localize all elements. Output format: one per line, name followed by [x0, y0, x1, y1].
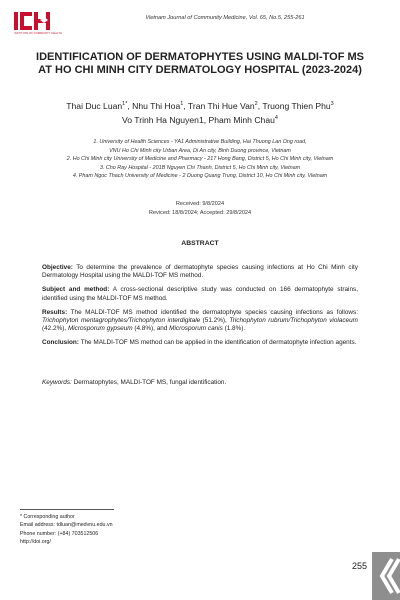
author-list	[20, 98, 380, 126]
abstract-conclusion	[42, 339, 358, 347]
species-name: Microsporum canis	[169, 325, 223, 333]
abstract-subject-method	[42, 286, 358, 302]
corresponding-author: * Corresponding author	[20, 514, 75, 520]
objective-label: Objective:	[42, 264, 73, 271]
author-name: Thai Duc Luan	[66, 100, 123, 111]
page-number: 255	[352, 561, 368, 571]
author-affiliation-mark: 2	[254, 101, 258, 107]
email-address: Email address: tdluan@medvnu.edu.vn	[20, 522, 113, 529]
abstract-objective	[42, 264, 358, 280]
title-line-2: AT HO CHI MINH CITY DERMATOLOGY HOSPITAL (2023-2024)	[38, 64, 362, 76]
footnote	[20, 513, 113, 547]
title-line-1: IDENTIFICATION OF DERMATOPHYTES USING MALDI-TOF MS	[36, 51, 364, 63]
author-affiliation-mark: 1	[180, 101, 184, 107]
species-name: Trichophyton mentagrophytes/Trichophyton interdigitale	[42, 317, 201, 325]
footnote-divider	[20, 509, 114, 510]
results-text: (51.2%),	[200, 317, 230, 325]
affiliation-line: 2. Ho Chi Minh city University of Medicine and Pharmacy - 217 Hong Bang, District 5, Ho Chi Minh city, Vietnam	[66, 156, 334, 162]
affiliation-line: VNU Ho Chi Minh city Urban Area, Di An city, Binh Duong province, Vietnam	[109, 147, 291, 154]
keywords-label: Keywords:	[42, 379, 72, 386]
double-chevron-icon	[372, 555, 400, 597]
journal-header: Vietnam Journal of Community Medicine, Vol. 65, No.5, 255-261	[145, 15, 305, 21]
authors-line-2	[20, 112, 380, 126]
species-name: Microsporum gypseum	[67, 325, 133, 333]
affiliation-line: 4. Pham Ngoc Thach University of Medicine - 2 Duong Quang Trung, District 10, Ho Chi Minh city, Vietnam	[72, 173, 328, 179]
affiliation-line: 1. University of Health Sciences - YA1 Administrative Building, Hai Thuong Lan Ong road,	[93, 139, 307, 145]
affiliation-line: 3. Cho Ray Hospital - 201B Nguyen Chi Thanh, District 5, Ho Chi Minh city, Vietnam	[99, 164, 301, 171]
author-name: , Tran Thi Hue Van	[183, 100, 255, 111]
keywords-text: Dermatophytes, MALDI-TOF MS, fungal identification.	[71, 379, 227, 386]
submission-dates	[0, 200, 400, 218]
abstract-body	[42, 264, 358, 354]
logo-caption: INSTITUTE OF COMMUNITY HEALTH	[14, 32, 63, 35]
received-date: Received: 9/8/2024	[175, 201, 225, 207]
author-name: , Truong Thien Phu	[257, 100, 331, 111]
revised-accepted-date: Reviced: 18/8/2024; Accepted: 29/8/2024	[148, 210, 252, 216]
author-name: , Nhu Thi Hoa	[127, 100, 181, 111]
subject-label: Subject and method:	[42, 286, 110, 294]
affiliations	[14, 138, 386, 181]
results-text: (4.8%), and	[132, 325, 170, 333]
conclusion-label: Conclusion:	[42, 339, 79, 347]
abstract-results	[42, 309, 358, 334]
journal-logo-icon	[14, 10, 54, 32]
subject-text: A cross-sectional descriptive study was conducted on 166 dermatophyte strains, identified using the MALDI-TOF MS method.	[42, 286, 358, 302]
authors-line-1	[20, 98, 380, 112]
conclusion-text: The MALDI-TOF MS method can be applied in the identification of dermatophyte infection agents.	[78, 339, 357, 347]
author-affiliation-mark: 1*	[122, 101, 128, 107]
paper-title	[20, 51, 380, 77]
objective-text: To determine the prevalence of dermatophyte species causing infections at Ho Chi Minh city Dermatology Hospital using the MALDI-TOF MS method.	[42, 264, 358, 280]
author-affiliation-mark: 3	[330, 101, 334, 107]
author-affiliation-mark: 4	[274, 114, 278, 121]
abstract-heading: ABSTRACT	[181, 240, 219, 247]
doi-link[interactable]: http://doi.org/	[20, 539, 51, 546]
results-text: The MALDI-TOF MS method identified the dermatophyte species causing infections as follows:	[67, 308, 358, 316]
keywords	[42, 379, 358, 387]
phone-number: Phone number: (+84) 703512506	[20, 530, 99, 537]
results-text: (42.2%),	[42, 325, 68, 333]
author-name: Vo Trinh Ha Nguyen1, Pham Minh Chau	[122, 114, 275, 125]
results-label: Results:	[42, 308, 68, 316]
results-text: (1.8%).	[222, 325, 246, 333]
species-name: Trichophyton rubrum/Trichophyton violaceum	[229, 317, 358, 325]
